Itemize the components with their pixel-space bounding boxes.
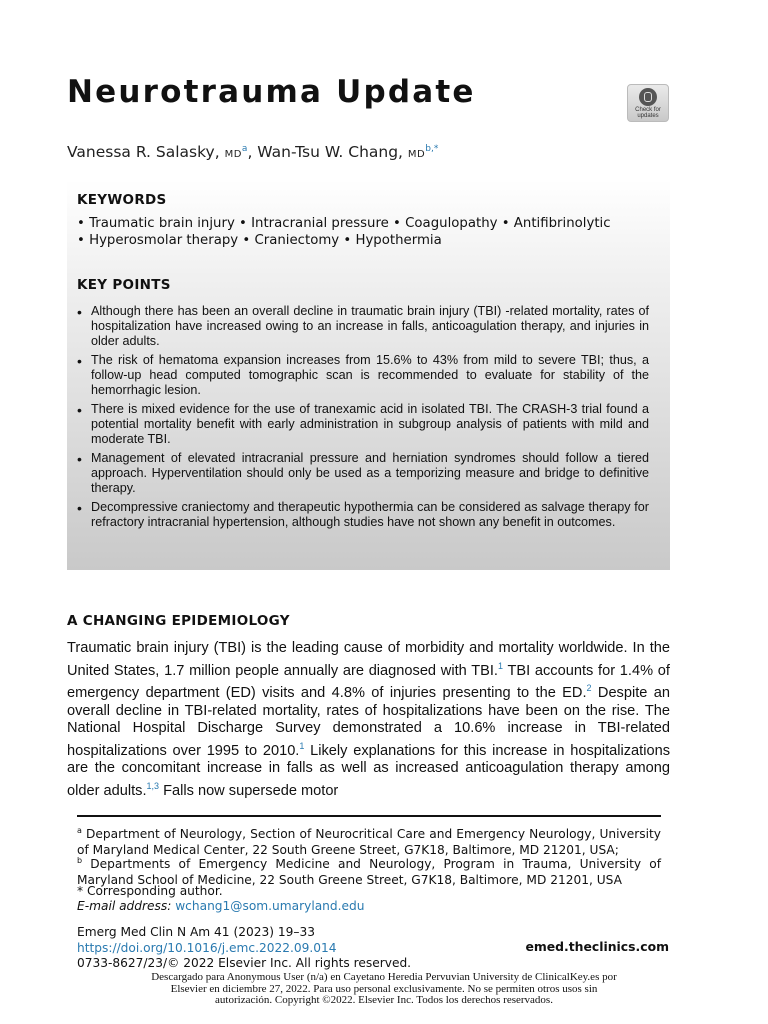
corresponding-author-note: * Corresponding author.	[77, 884, 223, 898]
keywords-heading: KEYWORDS	[77, 192, 167, 208]
body-text-4: Likely explanations for this increase in hospitalizations are the concomitant increase in falls as well as increased anticoagulation therapy among older adults.	[67, 742, 670, 799]
footnote-divider	[77, 815, 661, 817]
section-heading: A CHANGING EPIDEMIOLOGY	[67, 613, 290, 629]
author-list	[67, 143, 438, 161]
footnote-affiliation-b	[77, 853, 661, 888]
author-1-name: Vanessa R. Salasky,	[67, 143, 220, 161]
key-point-item: • Management of elevated intracranial pressure and herniation syndromes should follow a tiered approach. Hyperventilation should only be used as a temporizing measure and bridge to definitive therapy.	[77, 451, 649, 496]
reference-link[interactable]: 1	[497, 660, 503, 671]
author-2-name: , Wan-Tsu W. Chang,	[247, 143, 403, 161]
download-notice: Descargado para Anonymous User (n/a) en Cayetano Heredia Pervuvian University de ClinicalKey.es por Elsevier en diciembre 27, 2022. Para uso personal exclusivamente. No se permiten otros usos sin autorización. Copyright ©2022. Elsevier Inc. Todos los derechos reservados.	[151, 971, 617, 1006]
reference-link[interactable]: 1	[299, 740, 305, 751]
check-for-updates-badge[interactable]	[627, 84, 669, 122]
issn-copyright: 0733-8627/23/© 2022 Elsevier Inc. All rights reserved.	[77, 956, 412, 970]
badge-line-2: updates	[637, 113, 659, 119]
keywords-line-1: • Traumatic brain injury • Intracranial pressure • Coagulopathy • Antifibrinolytic	[77, 216, 611, 231]
footnote-a-text: Department of Neurology, Section of Neurocritical Care and Emergency Neurology, University of Maryland Medical Center, 22 South Greene Street, G7K18, Baltimore, MD 21201, USA;	[77, 827, 661, 857]
doi-link[interactable]: https://doi.org/10.1016/j.emc.2022.09.014	[77, 940, 337, 955]
reference-link[interactable]: 2	[586, 683, 592, 694]
article-title: Neurotrauma Update	[67, 74, 476, 110]
key-points-heading: KEY POINTS	[77, 277, 171, 293]
footnote-a-marker: a	[77, 826, 82, 835]
key-points-list	[77, 304, 649, 534]
key-point-item: • Decompressive craniectomy and therapeutic hypothermia can be considered as salvage therapy for refractory intracranial hypertension, although studies have not shown any benefit in outcomes.	[77, 500, 649, 530]
key-point-item: • Although there has been an overall decline in traumatic brain injury (TBI) -related mortality, rates of hospitalization have increased owing to an increase in falls, anticoagulation therapy, and injuries in older adults.	[77, 304, 649, 349]
journal-website[interactable]: emed.theclinics.com	[525, 939, 669, 954]
author-2-affiliation[interactable]: b,*	[425, 143, 439, 154]
keywords-keypoints-box	[67, 180, 670, 570]
author-1-degree: MD	[224, 149, 242, 160]
author-2-degree: MD	[407, 149, 426, 160]
footnote-b-text: Departments of Emergency Medicine and Neurology, Program in Trauma, University of Maryland School of Medicine, 22 South Greene Street, G7K18, Baltimore, MD 21201, USA	[77, 857, 661, 887]
body-paragraph	[67, 640, 670, 800]
citation-block	[77, 925, 411, 972]
body-text-2: TBI accounts for 1.4% of emergency department (ED) visits and 4.8% of injuries presenting to the ED.	[67, 662, 670, 701]
email-line	[77, 899, 661, 915]
journal-citation: Emerg Med Clin N Am 41 (2023) 19–33	[77, 925, 315, 939]
keywords-line-2: • Hyperosmolar therapy • Craniectomy • Hypothermia	[77, 233, 442, 248]
author-1-affiliation[interactable]: a	[241, 143, 248, 154]
badge-line-1: Check for	[635, 107, 661, 113]
body-text-1: Traumatic brain injury (TBI) is the leading cause of morbidity and mortality worldwide. In the United States, 1.7 million people annually are diagnosed with TBI.	[67, 640, 670, 679]
body-text-3: Despite an overall decline in TBI-related mortality, rates of hospitalizations have been on the rise. The National Hospital Discharge Survey demonstrated a 10.6% increase in TBI-related hospitalizations over 1995 to 2010.	[67, 684, 670, 759]
email-label: E-mail address:	[77, 899, 172, 913]
body-text-5: Falls now supersede motor	[159, 782, 339, 799]
reference-link[interactable]: 1,3	[146, 780, 160, 791]
check-updates-icon	[639, 88, 657, 106]
key-point-item: • There is mixed evidence for the use of tranexamic acid in isolated TBI. The CRASH-3 trial found a potential mortality benefit with early administration in subgroup analysis of patients with mild and moderate TBI.	[77, 402, 649, 447]
key-point-item: • The risk of hematoma expansion increases from 15.6% to 43% from mild to severe TBI; thus, a follow-up head computed tomographic scan is recommended to evaluate for stability of the hemorrhagic lesion.	[77, 353, 649, 398]
footnote-b-marker: b	[77, 856, 83, 865]
email-link[interactable]: wchang1@som.umaryland.edu	[175, 899, 365, 913]
